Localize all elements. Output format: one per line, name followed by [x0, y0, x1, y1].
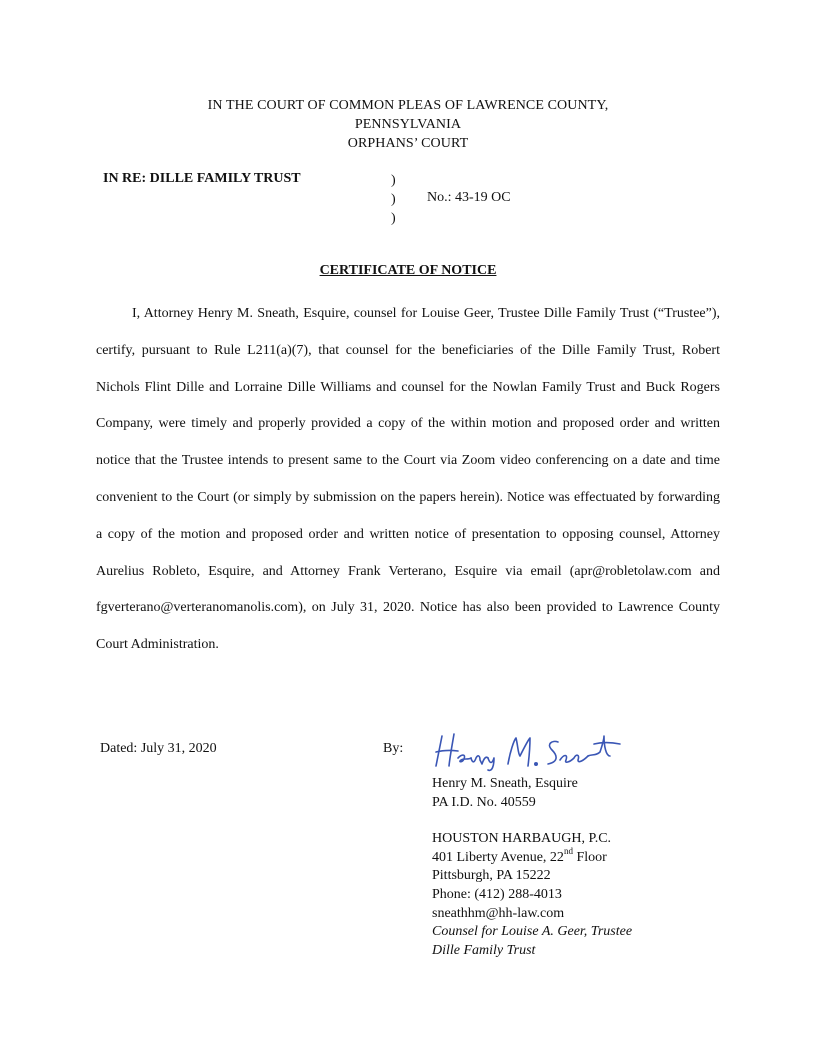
firm-name: HOUSTON HARBAUGH, P.C.: [432, 831, 612, 847]
firm-phone: Phone: (412) 288-4013: [432, 886, 562, 902]
address-street: 401 Liberty Avenue, 22: [432, 849, 564, 865]
case-caption: IN RE: DILLE FAMILY TRUST: [103, 171, 301, 186]
court-name-line: IN THE COURT OF COMMON PLEAS OF LAWRENCE COUNTY,: [207, 98, 609, 113]
address-floor: Floor: [572, 849, 607, 865]
caption-paren: ): [391, 192, 396, 207]
document-title: CERTIFICATE OF NOTICE: [319, 263, 497, 278]
caption-parentheses: [391, 171, 396, 228]
attorney-id: PA I.D. No. 40559: [432, 794, 536, 810]
by-label: By:: [383, 741, 404, 756]
counsel-for-line1: Counsel for Louise A. Geer, Trustee: [432, 924, 633, 940]
certificate-body: I, Attorney Henry M. Sneath, Esquire, counsel for Louise Geer, Trustee Dille Family Trust (“Trustee”), certify, pursuant to Rule L211(a)(7), that counsel for the beneficiaries of the Dille Family Trust, Robert Nichols Flint Dille and Lorraine Dille Williams and counsel for the Nowlan Family Trust and Buck Rogers Company, were timely and properly provided a copy of the within motion and proposed order and written notice that the Trustee intends to present same to the Court via Zoom video conferencing on a date and time convenient to the Court (or simply by submission on the papers herein). Notice was effectuated by forwarding a copy of the motion and proposed order and written notice of presentation to opposing counsel, Attorney Aurelius Robleto, Esquire, and Attorney Frank Verterano, Esquire via email (apr@robletolaw.com and fgverterano@verteranomanolis.com), on July 31, 2020. Notice has also been provided to Lawrence County Court Administration.: [96, 306, 720, 653]
court-header: [0, 96, 816, 153]
attorney-name: Henry M. Sneath, Esquire: [432, 776, 578, 791]
counsel-for-line2: Dille Family Trust: [432, 942, 536, 958]
handwritten-signature: [428, 726, 628, 772]
caption-paren: ): [391, 211, 396, 226]
court-division-line: ORPHANS’ COURT: [347, 136, 469, 151]
firm-address-line1: [432, 846, 632, 868]
case-number: No.: 43-19 OC: [427, 190, 511, 205]
court-state-line: PENNSYLVANIA: [354, 117, 462, 132]
firm-address-line2: Pittsburgh, PA 15222: [432, 868, 551, 884]
caption-paren: ): [391, 173, 396, 188]
dated-line: Dated: July 31, 2020: [100, 741, 217, 756]
address-ordinal-suffix: nd: [563, 846, 573, 857]
signature-block: [432, 775, 632, 960]
attorney-email: sneathhm@hh-law.com: [432, 905, 565, 921]
